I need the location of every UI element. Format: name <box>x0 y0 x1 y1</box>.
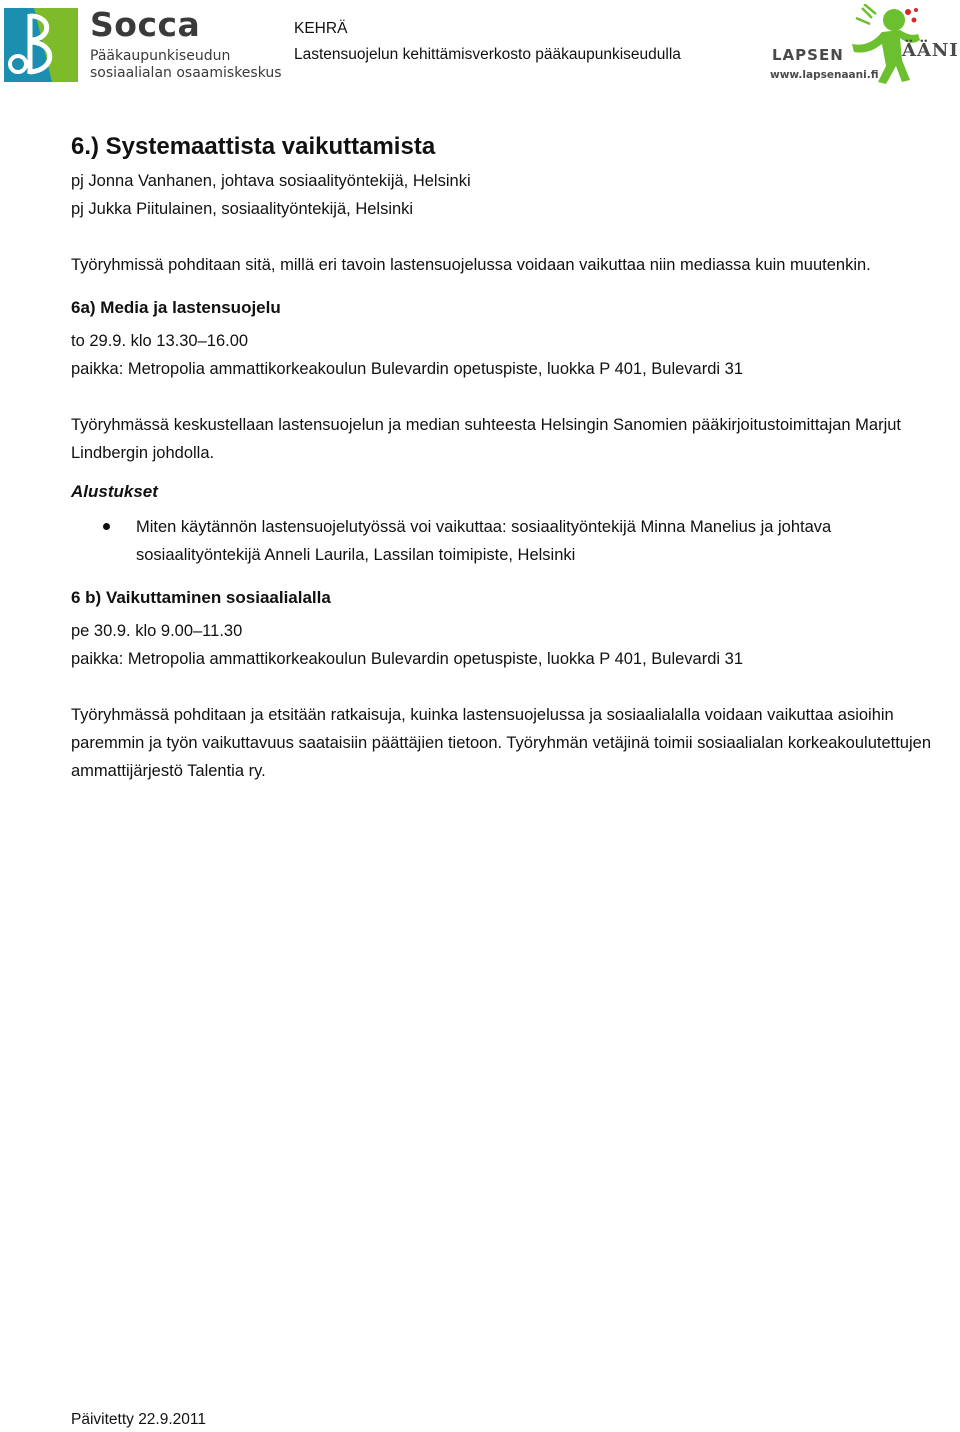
socca-logo-subtitle-1: Pääkaupunkiseudun <box>90 48 231 64</box>
group-6b-title: 6 b) Vaikuttaminen sosiaalialalla <box>71 588 331 607</box>
group-6b-time: pe 30.9. klo 9.00–11.30 <box>71 622 243 640</box>
lapsen-aani-logo-url: www.lapsenaani.fi <box>770 69 879 81</box>
bullet-icon <box>103 523 110 530</box>
socca-logo-subtitle-2: sosiaalialan osaamiskeskus <box>90 65 282 81</box>
group-6b-description: Työryhmässä pohditaan ja etsitään ratkaisuja, kuinka lastensuojelussa ja sosiaalialalla voidaan vaikuttaa asioihin paremmin ja työn vaikuttavuus saataisiin päättäjien tietoon. Työryhmän vetäjinä toimii sosiaalialan korkeakoulutettujen ammattijärjestö Talentia ry. <box>71 706 932 780</box>
footer-updated-date: Päivitetty 22.9.2011 <box>71 1411 206 1428</box>
header-title <box>294 16 681 68</box>
lapsen-aani-logo-word-1: LAPSEN <box>772 46 844 64</box>
socca-logo-mark-icon <box>4 8 78 82</box>
group-6a-place: paikka: Metropolia ammattikorkeakoulun Bulevardin opetuspiste, luokka P 401, Bulevardi 31 <box>71 360 743 378</box>
document-body <box>71 130 941 785</box>
chair-1: pj Jonna Vanhanen, johtava sosiaalityöntekijä, Helsinki <box>71 172 471 190</box>
section-title: 6.) Systemaattista vaikuttamista <box>71 133 436 160</box>
page-header <box>0 0 960 92</box>
lapsen-aani-logo-word-2: ÄÄNI <box>902 40 959 61</box>
presentation-item-text: Miten käytännön lastensuojelutyössä voi vaikuttaa: sosiaalityöntekijä Minna Manelius ja johtava sosiaalityöntekijä Anneli Laurila, Lassilan toimipiste, Helsinki <box>136 518 832 564</box>
group-6a-description: Työryhmässä keskustellaan lastensuojelun ja median suhteesta Helsingin Sanomien pääkirjoitustoimittajan Marjut Lindbergin johdolla. <box>71 416 902 462</box>
group-6a-title: 6a) Media ja lastensuojelu <box>71 298 281 317</box>
socca-logo-name: Socca <box>90 5 201 44</box>
presentation-item <box>71 513 941 569</box>
group-6b-place: paikka: Metropolia ammattikorkeakoulun Bulevardin opetuspiste, luokka P 401, Bulevardi 31 <box>71 650 743 668</box>
group-6a-time: to 29.9. klo 13.30–16.00 <box>71 332 249 350</box>
socca-logo <box>4 5 282 84</box>
lapsen-aani-logo <box>766 4 959 88</box>
header-title-line-2: Lastensuojelun kehittämisverkosto pääkaupunkiseudulla <box>294 46 681 63</box>
chair-2: pj Jukka Piitulainen, sosiaalityöntekijä, Helsinki <box>71 200 414 218</box>
section-intro: Työryhmissä pohditaan sitä, millä eri tavoin lastensuojelussa voidaan vaikuttaa niin mediassa kuin muutenkin. <box>71 256 871 274</box>
presentations-heading: Alustukset <box>71 482 158 501</box>
header-title-line-1: KEHRÄ <box>294 20 348 37</box>
